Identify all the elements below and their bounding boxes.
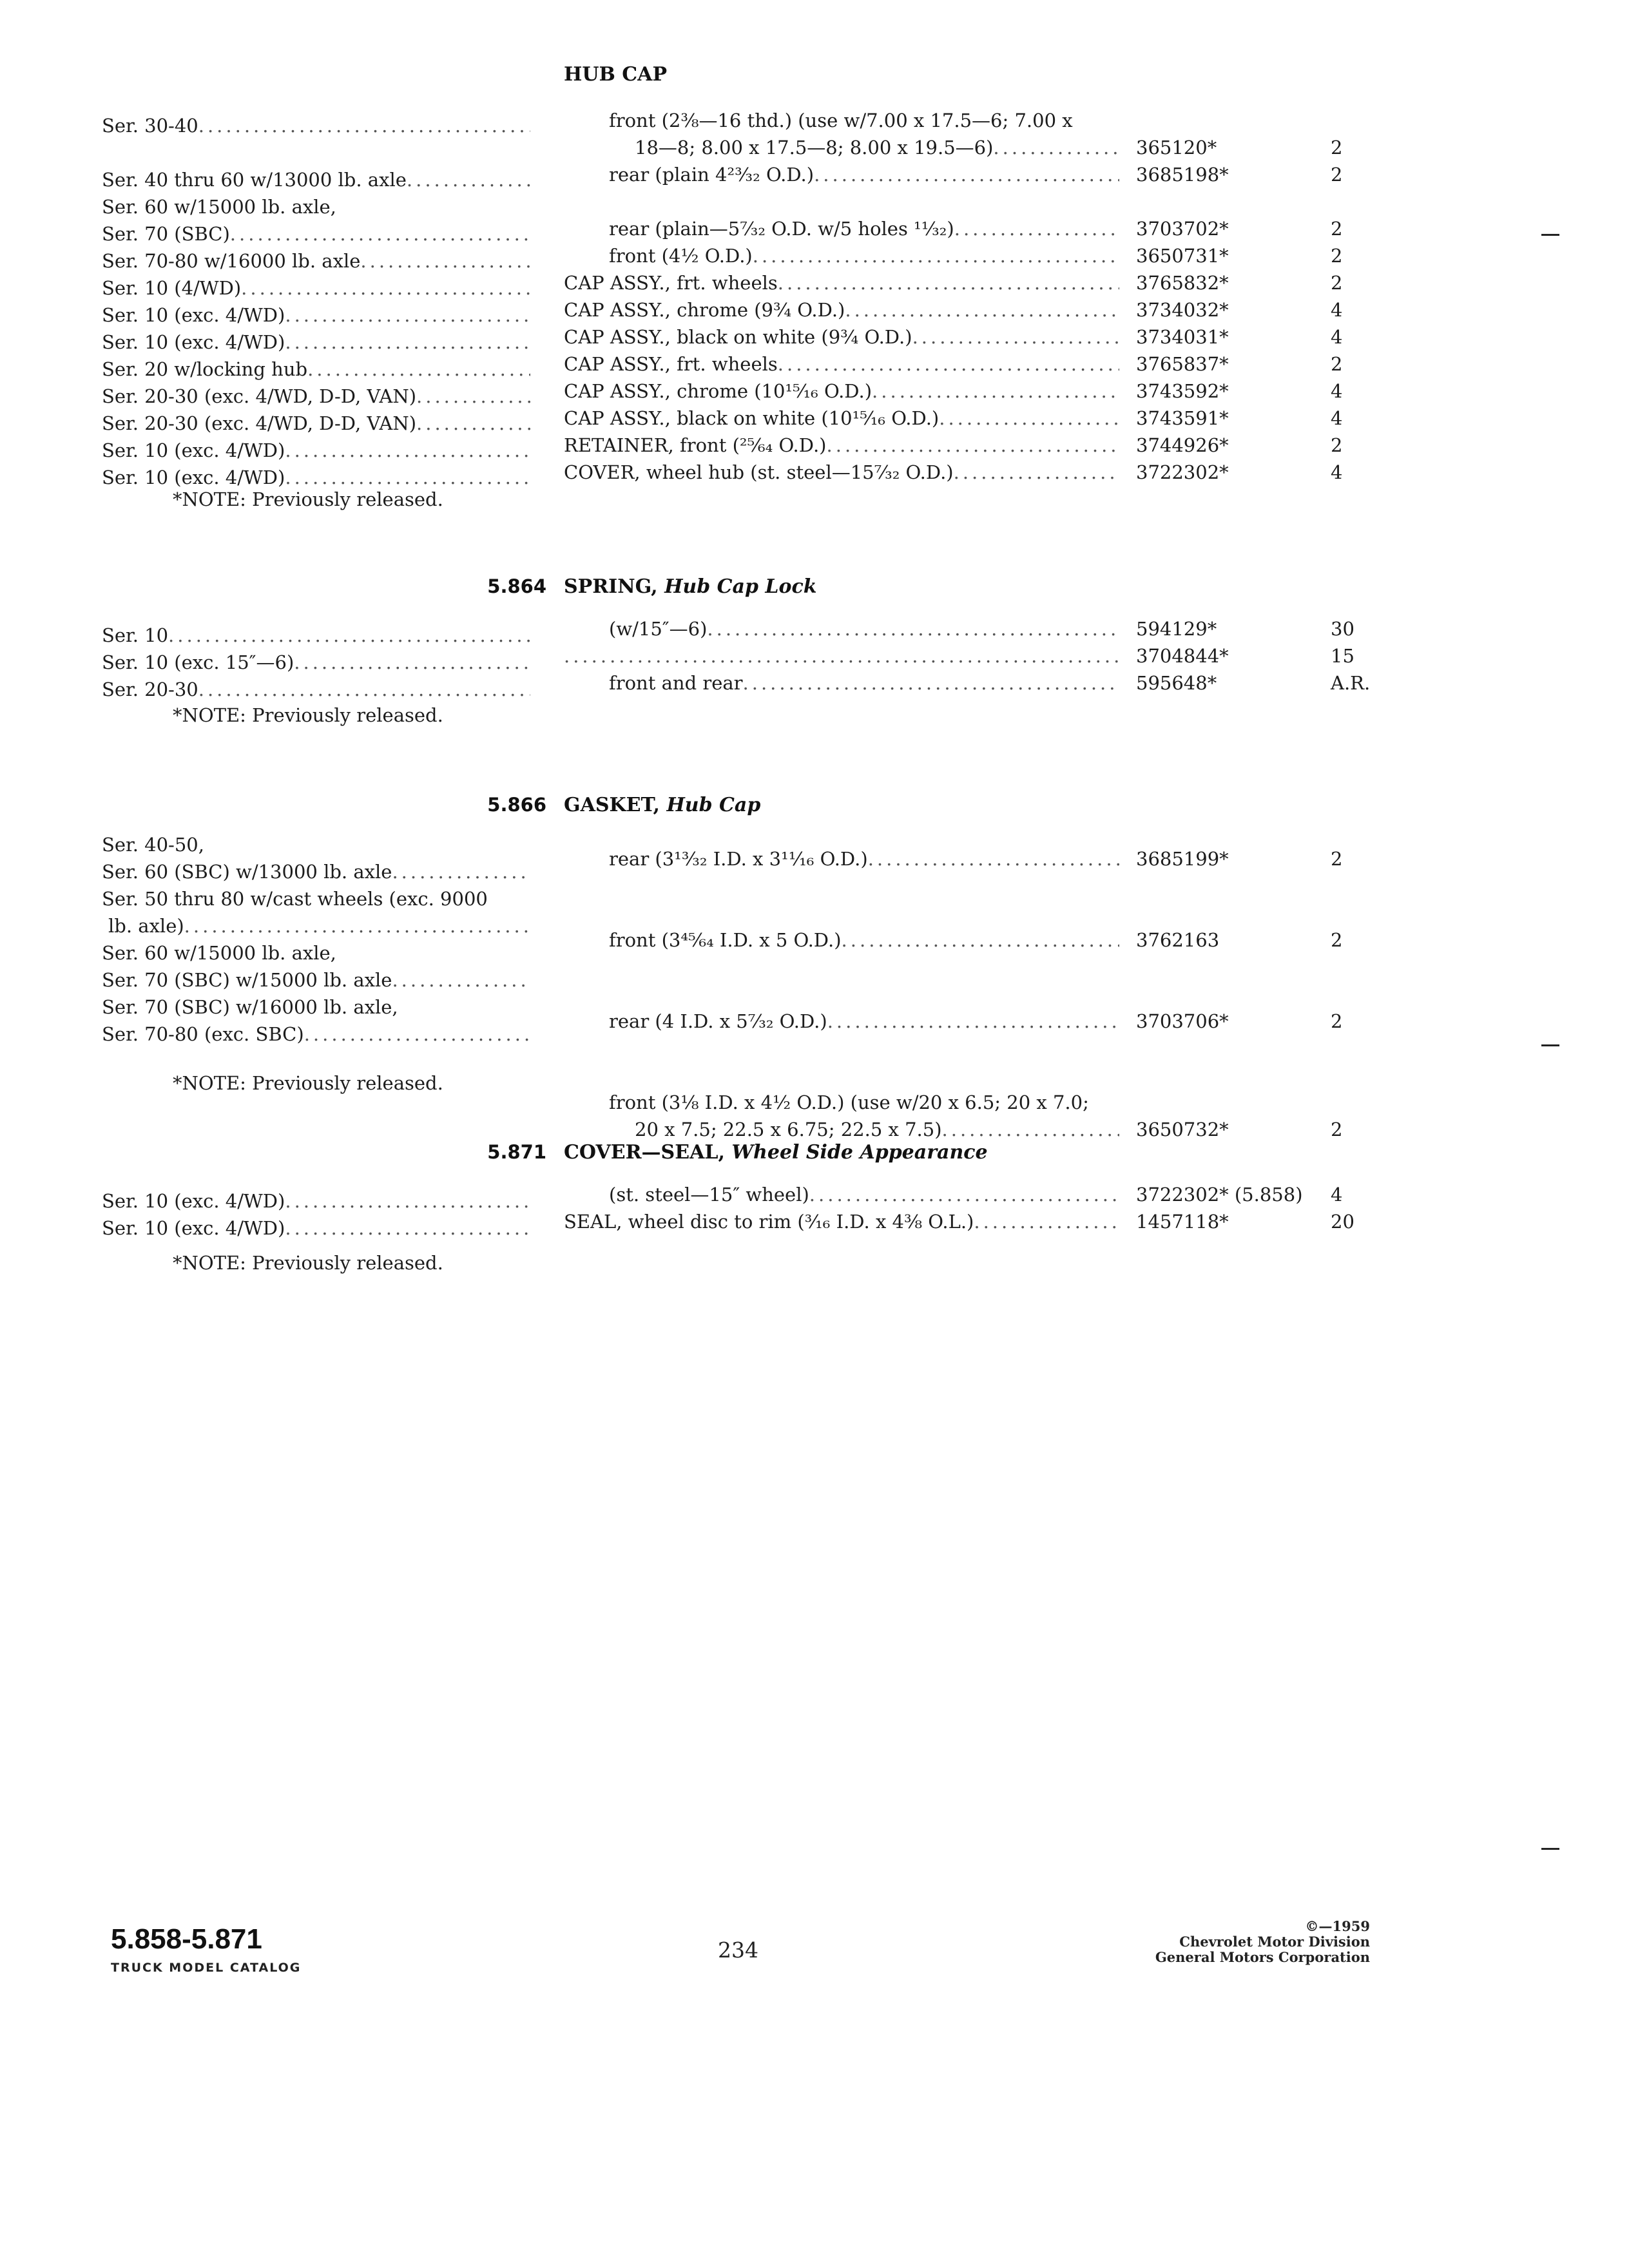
series-line: [102, 193, 530, 220]
leader-dots: [184, 912, 530, 939]
leader-dots: [809, 1181, 1119, 1208]
series-text: Ser. 20-30 (exc. 4/WD, D-D, VAN): [102, 385, 417, 407]
series-text: Ser. 60 w/15000 lb. axle,: [102, 942, 336, 964]
leader-dots: [168, 622, 530, 649]
series-line: [102, 464, 530, 491]
part-description-line: [564, 134, 1119, 161]
quantity: 4: [1331, 299, 1343, 321]
part-row: [564, 459, 1360, 486]
series-text: Ser. 60 (SBC) w/13000 lb. axle: [102, 861, 392, 883]
part-row: [564, 296, 1360, 323]
series-line: [102, 437, 530, 464]
leader-dots: [993, 134, 1119, 161]
series-line: [102, 649, 530, 676]
part-description-line: [564, 188, 1119, 215]
quantity: 2: [1331, 1010, 1343, 1032]
quantity: 2: [1331, 137, 1343, 159]
series-text: Ser. 70 (SBC) w/15000 lb. axle: [102, 969, 392, 991]
quantity: 30: [1331, 618, 1354, 640]
quantity: 2: [1331, 164, 1343, 186]
series-text: Ser. 20-30 (exc. 4/WD, D-D, VAN): [102, 412, 417, 434]
part-number: 3765832*: [1136, 272, 1229, 294]
part-number: 3703706*: [1136, 1010, 1229, 1032]
part-description: (w/15″—6): [609, 618, 708, 640]
part-number: 3722302* (5.858): [1136, 1184, 1303, 1206]
quantity: 4: [1331, 380, 1343, 402]
part-description-line: [564, 1116, 1119, 1143]
quantity: 2: [1331, 929, 1343, 951]
part-number: 3685199*: [1136, 848, 1229, 870]
part-description-line: [564, 1208, 1119, 1235]
quantity: 2: [1331, 272, 1343, 294]
leader-dots: [285, 464, 530, 491]
series-column: [102, 112, 530, 491]
series-line: [102, 912, 530, 939]
section-header: [0, 63, 1629, 89]
part-description-line: [564, 927, 1119, 954]
quantity: 2: [1331, 245, 1343, 267]
part-number: 3743591*: [1136, 407, 1229, 429]
leader-dots: [942, 1116, 1119, 1143]
margin-mark: [1541, 234, 1559, 236]
part-description-line: [564, 323, 1119, 351]
margin-mark: [1541, 1044, 1559, 1046]
part-description: SEAL, wheel disc to rim (³⁄₁₆ I.D. x 4⅜ O.L.): [564, 1211, 974, 1233]
part-row: [564, 351, 1360, 378]
section-number: 5.866: [487, 794, 546, 816]
note: *NOTE: Previously released.: [173, 704, 443, 726]
leader-dots: [198, 676, 530, 703]
leader-dots: [198, 112, 530, 139]
series-line: [102, 166, 530, 193]
part-number: 3765837*: [1136, 353, 1229, 375]
part-row: [564, 1181, 1360, 1208]
leader-dots: [912, 323, 1119, 351]
note: *NOTE: Previously released.: [173, 1072, 443, 1094]
section-title: SPRING, Hub Cap Lock: [564, 575, 817, 598]
part-number: 3762163: [1136, 929, 1220, 951]
part-number: 365120*: [1136, 137, 1217, 159]
leader-dots: [827, 432, 1119, 459]
series-line: [102, 1215, 530, 1242]
part-row: [564, 927, 1360, 954]
part-description-line: [564, 215, 1119, 242]
part-description-line: [564, 669, 1119, 697]
leader-dots: [416, 410, 530, 437]
part-row: [564, 215, 1360, 242]
part-number: 1457118*: [1136, 1211, 1229, 1233]
note: *NOTE: Previously released.: [173, 488, 443, 510]
part-row: [564, 323, 1360, 351]
series-text: Ser. 50 thru 80 w/cast wheels (exc. 9000: [102, 888, 488, 910]
series-text: Ser. 10 (exc. 15″—6): [102, 651, 294, 673]
part-number: 3650731*: [1136, 245, 1229, 267]
leader-dots: [974, 1208, 1119, 1235]
leader-dots: [392, 966, 530, 994]
part-number: 3743592*: [1136, 380, 1229, 402]
leader-dots: [294, 649, 530, 676]
quantity: 4: [1331, 461, 1343, 483]
part-description-line: [564, 615, 1119, 642]
part-description-line: [564, 107, 1119, 134]
part-number: 594129*: [1136, 618, 1217, 640]
leader-dots: [872, 378, 1119, 405]
series-text: Ser. 40 thru 60 w/13000 lb. axle: [102, 169, 407, 191]
series-line: [102, 274, 530, 302]
section-title: GASKET, Hub Cap: [564, 794, 761, 816]
margin-mark: [1541, 1848, 1559, 1850]
series-line: [102, 139, 530, 166]
series-line: [102, 356, 530, 383]
series-text: Ser. 10 (exc. 4/WD): [102, 1217, 285, 1239]
quantity: 4: [1331, 1184, 1343, 1206]
section-header: [0, 794, 1629, 820]
section-header: [0, 1141, 1629, 1167]
leader-dots: [416, 383, 530, 410]
part-row: [564, 188, 1360, 215]
part-row: [564, 405, 1360, 432]
series-line: [102, 1021, 530, 1048]
quantity: 2: [1331, 434, 1343, 456]
quantity: 2: [1331, 1119, 1343, 1140]
quantity: 2: [1331, 218, 1343, 240]
leader-dots: [392, 858, 530, 885]
part-description: front (3⅛ I.D. x 4½ O.D.) (use w/20 x 6.5; 20 x 7.0;: [609, 1091, 1089, 1113]
part-number: 595648*: [1136, 672, 1217, 694]
part-description: CAP ASSY., chrome (10¹⁵⁄₁₆ O.D.): [564, 380, 872, 402]
part-row: [564, 669, 1371, 697]
series-line: [102, 939, 530, 966]
part-description-line: [564, 351, 1119, 378]
part-number: 3685198*: [1136, 164, 1229, 186]
series-line: [102, 885, 530, 912]
part-description-line: [564, 1008, 1119, 1035]
series-text: Ser. 40-50,: [102, 834, 204, 856]
part-row: [564, 161, 1360, 188]
series-text: Ser. 60 w/15000 lb. axle,: [102, 196, 336, 218]
series-line: [102, 329, 530, 356]
series-text: Ser. 20 w/locking hub: [102, 358, 308, 380]
part-row: [564, 845, 1360, 872]
series-line: [102, 676, 530, 703]
part-number: 3703702*: [1136, 218, 1229, 240]
part-row: [564, 242, 1360, 269]
leader-dots: [285, 302, 530, 329]
series-text: Ser. 10 (exc. 4/WD): [102, 1190, 285, 1212]
leader-dots: [564, 642, 1119, 669]
leader-dots: [285, 1187, 530, 1215]
part-number: 3744926*: [1136, 434, 1229, 456]
corporation: General Motors Corporation: [1155, 1949, 1370, 1965]
part-description: CAP ASSY., chrome (9¾ O.D.): [564, 299, 845, 321]
series-text: Ser. 10 (exc. 4/WD): [102, 331, 285, 353]
part-description-line: [564, 845, 1119, 872]
part-description: CAP ASSY., frt. wheels: [564, 272, 778, 294]
series-line: [102, 410, 530, 437]
copyright-block: [1155, 1919, 1370, 1965]
series-text: Ser. 10 (exc. 4/WD): [102, 304, 285, 326]
series-text: Ser. 70-80 (exc. SBC): [102, 1023, 304, 1045]
footer-catalog-name: TRUCK MODEL CATALOG: [111, 1961, 302, 1975]
part-description: rear (4 I.D. x 5⁷⁄₃₂ O.D.): [609, 1010, 827, 1032]
quantity: 2: [1331, 848, 1343, 870]
series-line: [102, 112, 530, 139]
part-description: 18—8; 8.00 x 17.5—8; 8.00 x 19.5—6): [635, 137, 994, 159]
section-number: 5.871: [487, 1141, 546, 1163]
part-row: [564, 107, 1360, 161]
leader-dots: [360, 247, 530, 274]
part-number: 3704844*: [1136, 645, 1229, 667]
part-description: CAP ASSY., black on white (10¹⁵⁄₁₆ O.D.): [564, 407, 940, 429]
leader-dots: [845, 296, 1119, 323]
leader-dots: [707, 615, 1119, 642]
section-title: COVER—SEAL, Wheel Side Appearance: [564, 1141, 988, 1164]
series-line: [102, 966, 530, 994]
leader-dots: [241, 274, 530, 302]
part-description: rear (3¹³⁄₃₂ I.D. x 3¹¹⁄₁₆ O.D.): [609, 848, 868, 870]
leader-dots: [954, 459, 1119, 486]
series-line: [102, 247, 530, 274]
series-text: Ser. 10 (exc. 4/WD): [102, 466, 285, 488]
section-title: HUB CAP: [564, 63, 668, 86]
quantity: 2: [1331, 353, 1343, 375]
part-description: COVER, wheel hub (st. steel—15⁷⁄₃₂ O.D.): [564, 461, 954, 483]
part-description: 20 x 7.5; 22.5 x 6.75; 22.5 x 7.5): [635, 1119, 942, 1140]
leader-dots: [230, 220, 530, 247]
quantity: 4: [1331, 326, 1343, 348]
part-description: front (4½ O.D.): [609, 245, 753, 267]
section-header: [0, 575, 1629, 601]
series-text: Ser. 10 (exc. 4/WD): [102, 439, 285, 461]
leader-dots: [842, 927, 1119, 954]
division: Chevrolet Motor Division: [1179, 1934, 1370, 1950]
leader-dots: [407, 166, 530, 193]
part-number: 3722302*: [1136, 461, 1229, 483]
series-line: [102, 302, 530, 329]
series-line: [102, 622, 530, 649]
leader-dots: [778, 351, 1119, 378]
part-row: [564, 1089, 1360, 1143]
quantity: 4: [1331, 407, 1343, 429]
series-column: [102, 622, 530, 703]
series-text: Ser. 10 (4/WD): [102, 277, 242, 299]
section-number: 5.864: [487, 575, 546, 597]
note: *NOTE: Previously released.: [173, 1252, 443, 1274]
part-row: [564, 269, 1360, 296]
part-row: [564, 1208, 1360, 1235]
part-row: [564, 615, 1360, 642]
part-description-line: [564, 242, 1119, 269]
part-description: rear (plain—5⁷⁄₃₂ O.D. w/5 holes ¹¹⁄₃₂): [609, 218, 954, 240]
series-text: Ser. 70 (SBC): [102, 223, 230, 245]
leader-dots: [743, 669, 1119, 697]
copyright: ©—1959: [1305, 1918, 1370, 1934]
part-row: [564, 1008, 1360, 1035]
part-description-line: [564, 405, 1119, 432]
quantity: 15: [1331, 645, 1354, 667]
part-number: 3734032*: [1136, 299, 1229, 321]
part-description-line: [564, 296, 1119, 323]
series-text: Ser. 10: [102, 624, 169, 646]
series-line: [102, 220, 530, 247]
series-line: [102, 1187, 530, 1215]
leader-dots: [307, 356, 530, 383]
series-line: [102, 831, 530, 858]
leader-dots: [868, 845, 1119, 872]
leader-dots: [954, 215, 1119, 242]
quantity: 20: [1331, 1211, 1354, 1233]
leader-dots: [285, 1215, 530, 1242]
leader-dots: [778, 269, 1119, 296]
part-description: CAP ASSY., frt. wheels: [564, 353, 778, 375]
leader-dots: [285, 329, 530, 356]
page-number: 234: [718, 1937, 758, 1963]
leader-dots: [304, 1021, 530, 1048]
series-line: [102, 383, 530, 410]
part-description: front (3⁴⁵⁄₆₄ I.D. x 5 O.D.): [609, 929, 842, 951]
series-column: [102, 1187, 530, 1242]
series-text: Ser. 70 (SBC) w/16000 lb. axle,: [102, 996, 398, 1018]
part-description: (st. steel—15″ wheel): [609, 1184, 809, 1206]
series-line: [102, 858, 530, 885]
part-description: rear (plain 4²³⁄₃₂ O.D.): [609, 164, 815, 186]
series-text: lb. axle): [108, 915, 184, 937]
leader-dots: [827, 1008, 1119, 1035]
part-description: front and rear: [609, 672, 743, 694]
part-description-line: [564, 161, 1119, 188]
series-text: Ser. 70-80 w/16000 lb. axle: [102, 250, 361, 272]
series-text: Ser. 20-30: [102, 678, 198, 700]
series-line: [102, 994, 530, 1021]
part-description-line: [564, 1089, 1119, 1116]
part-description-line: [564, 378, 1119, 405]
part-description: front (2⅜—16 thd.) (use w/7.00 x 17.5—6; 7.00 x: [609, 110, 1073, 131]
part-description-line: [564, 269, 1119, 296]
part-row: [564, 432, 1360, 459]
series-column: [102, 831, 530, 1048]
leader-dots: [814, 161, 1119, 188]
leader-dots: [285, 437, 530, 464]
quantity: A.R.: [1331, 672, 1371, 694]
part-row: [564, 378, 1360, 405]
leader-dots: [939, 405, 1119, 432]
part-number: 3734031*: [1136, 326, 1229, 348]
part-description-line: [564, 1181, 1119, 1208]
series-text: Ser. 30-40: [102, 115, 198, 137]
part-number: 3650732*: [1136, 1119, 1229, 1140]
part-row: [564, 642, 1360, 669]
part-description-line: [564, 432, 1119, 459]
footer-section-range: 5.858-5.871: [111, 1923, 262, 1955]
leader-dots: [753, 242, 1119, 269]
part-description-line: [564, 642, 1119, 669]
part-description-line: [564, 459, 1119, 486]
part-description: CAP ASSY., black on white (9¾ O.D.): [564, 326, 912, 348]
part-description: RETAINER, front (²⁵⁄₆₄ O.D.): [564, 434, 827, 456]
